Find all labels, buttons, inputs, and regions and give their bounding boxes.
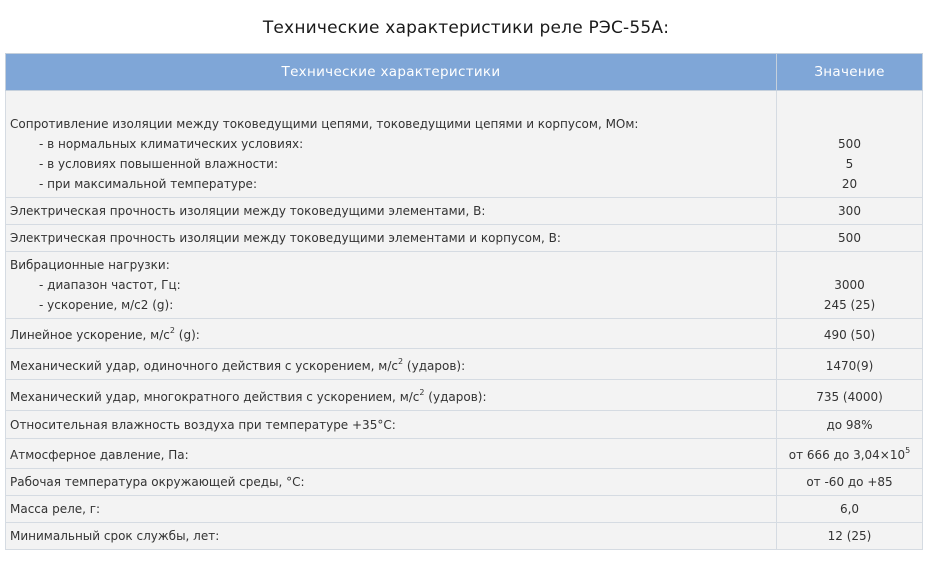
table-header-row — [6, 54, 923, 91]
row-label-text: Вибрационные нагрузки: — [10, 258, 170, 272]
row-label: Масса реле, г: — [6, 496, 777, 523]
row-value — [777, 91, 923, 198]
row-value: 500 — [777, 225, 923, 252]
row-label: Электрическая прочность изоляции между токоведущими элементами и корпусом, В: — [6, 225, 777, 252]
row-label-text: (ударов): — [424, 390, 487, 404]
header-value: Значение — [777, 54, 923, 91]
row-value-text: 3000 — [834, 278, 865, 292]
row-sub-label: - диапазон частот, Гц: — [39, 278, 181, 292]
row-label — [6, 349, 777, 380]
row-label: Минимальный срок службы, лет: — [6, 523, 777, 550]
row-value: 6,0 — [777, 496, 923, 523]
table-row — [6, 198, 923, 225]
row-value — [777, 439, 923, 469]
row-label: Атмосферное давление, Па: — [6, 439, 777, 469]
row-label-text: (ударов): — [403, 359, 466, 373]
table-row — [6, 439, 923, 469]
specs-table — [5, 53, 923, 550]
row-value: 300 — [777, 198, 923, 225]
row-value-sup: 5 — [905, 446, 911, 455]
table-row — [6, 496, 923, 523]
table-row — [6, 380, 923, 411]
row-sub-label: - в нормальных климатических условиях: — [39, 137, 304, 151]
row-value-text: 20 — [841, 177, 858, 191]
page-title: Технические характеристики реле РЭС-55А: — [262, 18, 670, 38]
row-label: Относительная влажность воздуха при температуре +35°С: — [6, 411, 777, 439]
table-row — [6, 349, 923, 380]
table-row — [6, 252, 923, 319]
table-row — [6, 523, 923, 550]
row-value: 490 (50) — [777, 319, 923, 349]
row-label-sup: 2 — [398, 357, 404, 366]
row-value: 735 (4000) — [777, 380, 923, 411]
row-label-text: Линейное ускорение, м/с — [10, 328, 170, 342]
row-value-text: 500 — [838, 137, 861, 151]
table-row — [6, 469, 923, 496]
row-value — [777, 252, 923, 319]
row-label: Электрическая прочность изоляции между токоведущими элементами, В: — [6, 198, 777, 225]
row-label — [6, 380, 777, 411]
row-label-text: Механический удар, одиночного действия с ускорением, м/с — [10, 359, 399, 373]
row-label-text: Сопротивление изоляции между токоведущими цепями, токоведущими цепями и корпусом, МОм: — [10, 117, 639, 131]
row-label-sup: 2 — [169, 326, 175, 335]
row-label — [6, 319, 777, 349]
row-label-text: (g): — [174, 328, 200, 342]
row-label — [6, 252, 777, 319]
row-label: Рабочая температура окружающей среды, °С: — [6, 469, 777, 496]
row-sub-label: - при максимальной температуре: — [39, 177, 257, 191]
table-row — [6, 225, 923, 252]
row-value: 1470(9) — [777, 349, 923, 380]
row-sub-label: - в условиях повышенной влажности: — [39, 157, 279, 171]
row-value-text: 5 — [845, 157, 854, 171]
header-characteristics: Технические характеристики — [6, 54, 777, 91]
table-row — [6, 411, 923, 439]
row-label — [6, 91, 777, 198]
row-value: от -60 до +85 — [777, 469, 923, 496]
table-row — [6, 319, 923, 349]
table-row — [6, 91, 923, 198]
row-value: 12 (25) — [777, 523, 923, 550]
row-value: до 98% — [777, 411, 923, 439]
row-label-sup: 2 — [419, 388, 425, 397]
row-value-text: 245 (25) — [823, 298, 876, 312]
row-sub-label: - ускорение, м/с2 (g): — [39, 298, 174, 312]
row-label-text: Механический удар, многократного действия с ускорением, м/с — [10, 390, 420, 404]
row-value-text: от 666 до 3,04×10 — [788, 448, 906, 462]
